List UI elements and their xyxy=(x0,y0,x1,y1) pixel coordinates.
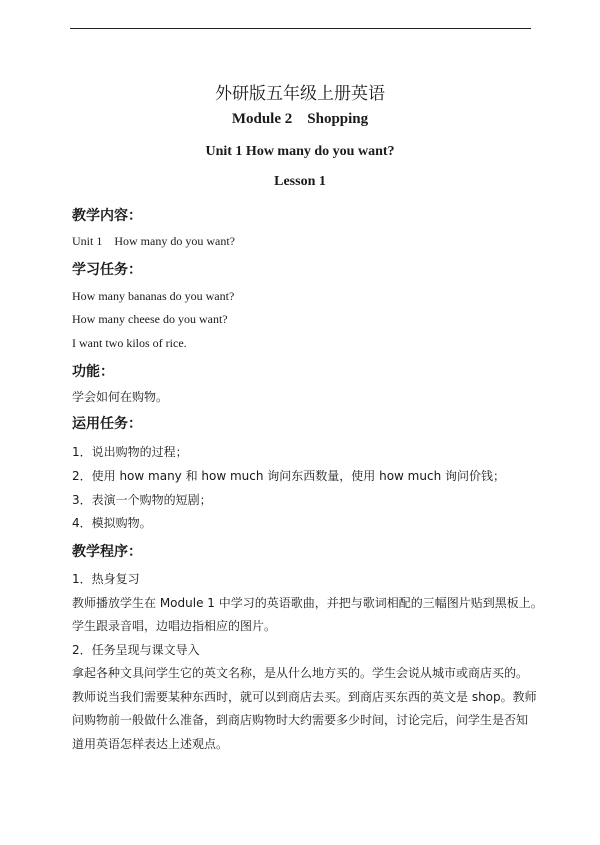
unit-title: Unit 1 How many do you want? xyxy=(205,144,395,159)
procedure-line: 道用英语怎样表达上述观点。 xyxy=(72,737,229,751)
document-title: 外研版五年级上册英语 xyxy=(215,84,385,104)
task-line: I want two kilos of rice. xyxy=(72,336,187,350)
section-heading-function: 功能： xyxy=(72,364,114,380)
function-line: 学会如何在购物。 xyxy=(72,390,169,404)
procedure-line: 拿起各种文具问学生它的英文名称，是从什么地方买的。学生会说从城市或商店买的。 xyxy=(72,666,529,680)
procedure-line: 学生跟录音唱，边唱边指相应的图片。 xyxy=(72,619,277,633)
application-line: 1．说出购物的过程； xyxy=(72,445,188,459)
application-line: 3．表演一个购物的短剧； xyxy=(72,493,212,507)
lesson-title: Lesson 1 xyxy=(274,174,326,189)
section-heading-application: 运用任务： xyxy=(72,416,142,432)
section-heading-tasks: 学习任务： xyxy=(72,262,142,278)
application-line: 4．模拟购物。 xyxy=(72,516,152,530)
section-heading-procedure: 教学程序： xyxy=(72,544,142,560)
procedure-line: 教师播放学生在 Module 1 中学习的英语歌曲，并把与歌词相配的三幅图片贴到黑板上。 xyxy=(72,596,543,610)
task-line: How many cheese do you want? xyxy=(72,312,228,326)
procedure-line: 问购物前一般做什么准备，到商店购物时大约需要多少时间，讨论完后，问学生是否知 xyxy=(72,713,529,727)
procedure-line: 1．热身复习 xyxy=(72,572,140,586)
section-heading-content: 教学内容： xyxy=(72,208,142,224)
content-line: Unit 1 How many do you want? xyxy=(72,234,235,248)
module-title: Module 2 Shopping xyxy=(231,111,369,127)
procedure-line: 2．任务呈现与课文导入 xyxy=(72,643,200,657)
application-line: 2．使用 how many 和 how much 询问东西数量，使用 how much 询问价钱； xyxy=(72,469,505,483)
task-line: How many bananas do you want? xyxy=(72,289,235,303)
header-rule xyxy=(70,28,531,29)
procedure-line: 教师说当我们需要某种东西时，就可以到商店去买。到商店买东西的英文是 shop。教师 xyxy=(72,690,537,704)
